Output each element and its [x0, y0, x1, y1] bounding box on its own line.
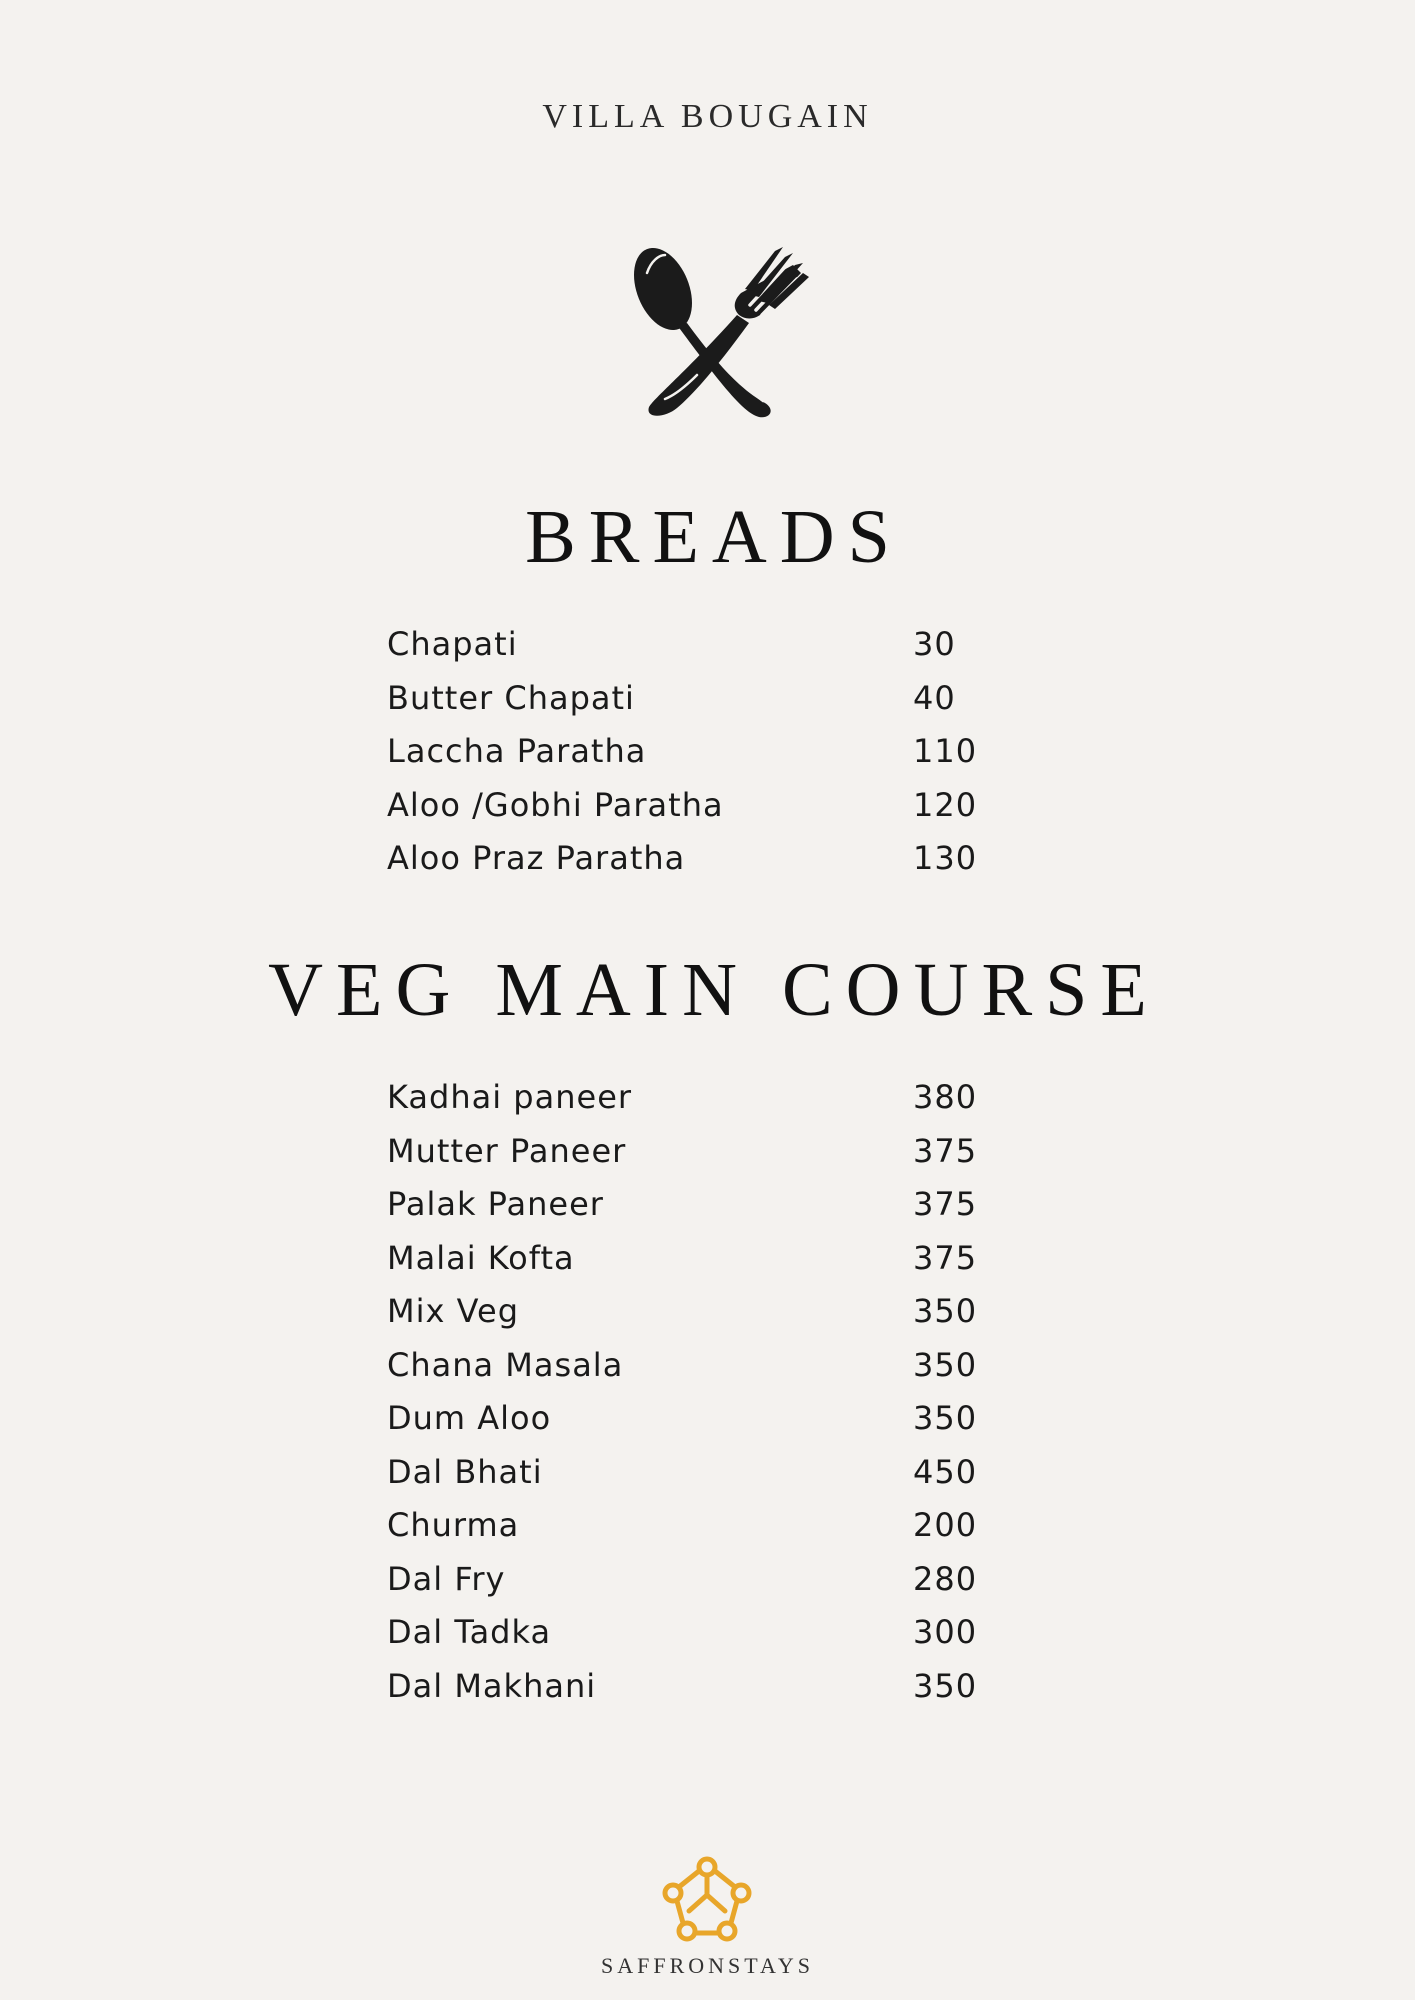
- menu-item: [387, 1078, 1007, 1132]
- item-name: Palak Paneer: [387, 1185, 604, 1223]
- item-price: 375: [913, 1238, 978, 1277]
- item-price: 350: [913, 1292, 978, 1330]
- item-price: 450: [913, 1452, 978, 1491]
- veg-main-course-menu-list: [387, 1078, 1007, 1720]
- item-price: 200: [913, 1506, 978, 1544]
- menu-item: [387, 1399, 1007, 1453]
- menu-item: [387, 625, 1007, 679]
- breads-menu-list: [387, 625, 1007, 893]
- menu-item: [387, 1506, 1007, 1560]
- menu-item: [387, 1613, 1007, 1667]
- menu-item: [387, 1292, 1007, 1346]
- item-name: Chana Masala: [387, 1345, 624, 1384]
- item-price: 110: [913, 732, 978, 770]
- item-price: 380: [913, 1078, 978, 1116]
- item-name: Mutter Paneer: [387, 1131, 627, 1170]
- menu-item: [387, 1239, 1007, 1293]
- logo-text: SAFFRONSTAYS: [601, 1953, 814, 1978]
- item-price: 30: [913, 625, 956, 663]
- item-name: Laccha Paratha: [387, 732, 647, 770]
- item-price: 350: [913, 1345, 978, 1384]
- item-name: Butter Chapati: [387, 678, 635, 717]
- saffronstays-logo-icon: [659, 1855, 755, 1945]
- item-price: 350: [913, 1666, 978, 1705]
- item-price: 40: [913, 678, 956, 717]
- item-price: 375: [913, 1131, 978, 1170]
- item-name: Malai Kofta: [387, 1238, 575, 1277]
- item-price: 375: [913, 1185, 978, 1223]
- item-name: Aloo /Gobhi Paratha: [387, 785, 724, 824]
- menu-item: [387, 1667, 1007, 1721]
- menu-item: [387, 839, 1007, 893]
- item-name: Kadhai paneer: [387, 1078, 633, 1116]
- section-title-breads: BREADS: [525, 495, 903, 579]
- menu-item: [387, 1346, 1007, 1400]
- item-name: Dal Fry: [387, 1559, 506, 1598]
- item-name: Dum Aloo: [387, 1399, 552, 1437]
- item-name: Dal Bhati: [387, 1452, 543, 1491]
- item-price: 130: [913, 839, 978, 877]
- spoon-fork-icon: [625, 243, 809, 423]
- section-title-veg-main-course: VEG MAIN COURSE: [268, 948, 1160, 1032]
- menu-item: [387, 1453, 1007, 1507]
- menu-item: [387, 732, 1007, 786]
- menu-item: [387, 786, 1007, 840]
- menu-item: [387, 1560, 1007, 1614]
- item-price: 120: [913, 785, 978, 824]
- item-name: Mix Veg: [387, 1292, 520, 1330]
- menu-item: [387, 1132, 1007, 1186]
- item-name: Dal Makhani: [387, 1666, 597, 1705]
- item-price: 280: [913, 1559, 978, 1598]
- restaurant-name: VILLA BOUGAIN: [542, 98, 873, 135]
- item-name: Dal Tadka: [387, 1613, 552, 1651]
- item-name: Chapati: [387, 625, 518, 663]
- menu-item: [387, 679, 1007, 733]
- item-name: Aloo Praz Paratha: [387, 839, 686, 877]
- item-price: 350: [913, 1399, 978, 1437]
- item-price: 300: [913, 1613, 978, 1651]
- item-name: Churma: [387, 1506, 520, 1544]
- menu-item: [387, 1185, 1007, 1239]
